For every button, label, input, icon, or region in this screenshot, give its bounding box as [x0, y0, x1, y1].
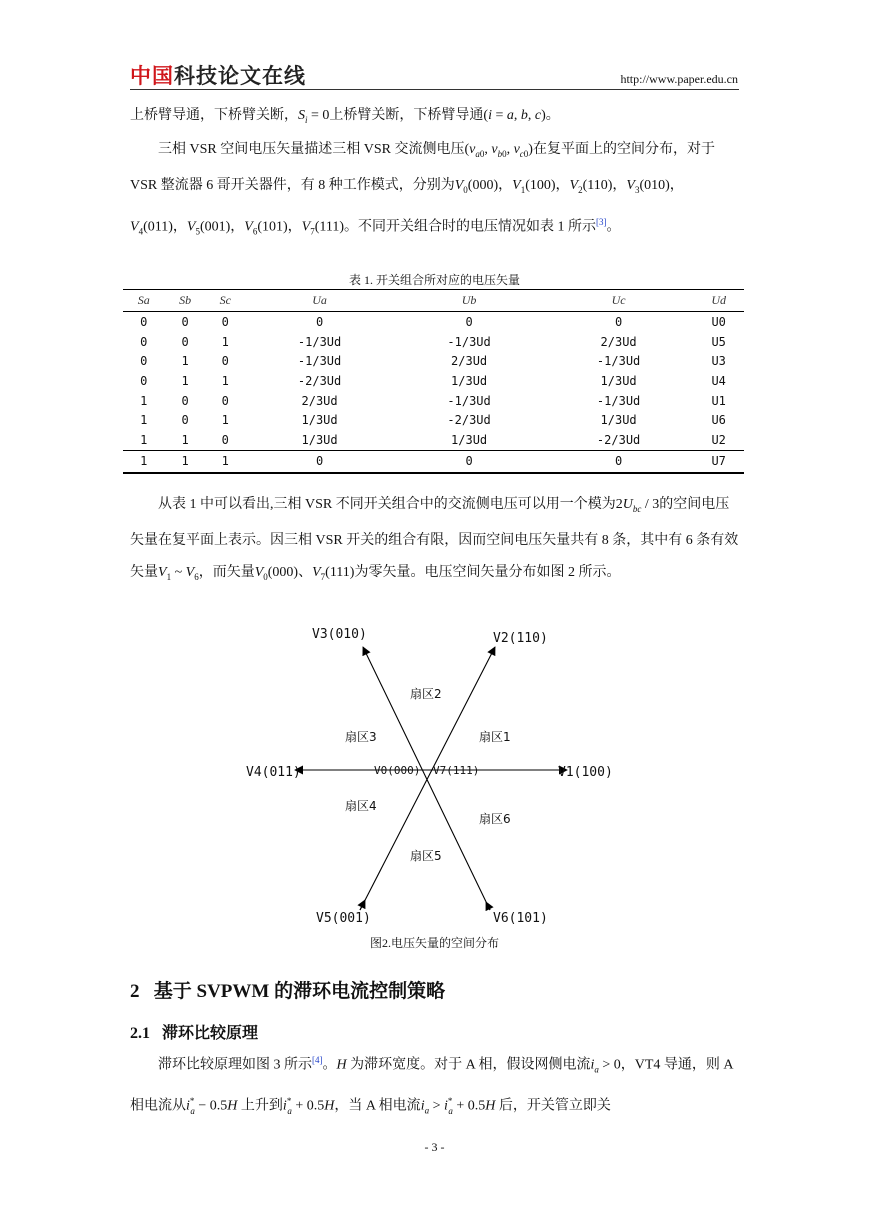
- header-ud: Ud: [693, 290, 744, 312]
- table-caption: 表 1. 开关组合所对应的电压矢量: [348, 273, 520, 287]
- p4-text-1: 滞环比较原理如图 3 所示: [158, 1057, 312, 1073]
- table-cell: 0: [544, 450, 694, 473]
- table-cell: U6: [711, 413, 726, 428]
- table-cell: 1/3Ud: [600, 373, 637, 388]
- p4-text-3: 为滞环宽度。对于 A 相，假设网侧电流: [350, 1057, 591, 1073]
- label-v1: V1(100): [558, 765, 613, 780]
- table-cell: 0: [221, 314, 229, 329]
- table-cell: 1: [221, 334, 229, 349]
- table-cell: 1: [140, 413, 148, 428]
- sector-1-label: 扇区1: [479, 730, 511, 744]
- voltage-vector-diagram: [230, 610, 650, 955]
- table-cell: 0: [394, 450, 544, 473]
- table-cell: 1: [221, 413, 229, 428]
- table-cell: 0: [221, 432, 229, 447]
- table-cell: 0: [181, 334, 189, 349]
- table-row: [123, 430, 744, 450]
- p4-text-6: ，当 A 相电流: [334, 1099, 421, 1115]
- p1-text-1: 上桥臂导通，下桥臂关断，: [130, 108, 298, 123]
- table-cell: 0: [465, 314, 473, 329]
- sector-6-label: 扇区6: [479, 812, 511, 826]
- table-cell: U7: [693, 450, 744, 473]
- table-cell: 0: [181, 413, 189, 428]
- table-cell: U5: [711, 334, 726, 349]
- header-sb: Sb: [164, 290, 205, 312]
- paragraph-2: 三相 VSR 空间电压矢量描述三相 VSR 交流侧电压($v_{a0}$, $v_{b0}$, $v_{c0}$)在复平面上的空间分布，对于 VSR 整流器 6 哥开关器件，有 8 种工作模式，分别为$V_0(000)$，$V_1(100)$，$V_2(110)$，$V_3(010)$，$V_4(011)$，$V_5(001)$，$V_6(101)$，$V_7(111)$。不同开关组合时的电压情况如表 1 所示[3]。: [130, 142, 715, 237]
- header-rule: [130, 89, 739, 90]
- table-cell: 2/3Ud: [600, 334, 637, 349]
- sector-3-label: 扇区3: [345, 730, 377, 744]
- p4-text-7: 后，开关管立即关: [498, 1099, 611, 1115]
- label-v5: V5(001): [316, 911, 371, 926]
- table-row: [123, 391, 744, 411]
- table-cell: U0: [711, 314, 726, 329]
- logo-red-part: 中国: [130, 64, 174, 88]
- voltage-vector-table: [123, 289, 744, 474]
- table-cell: -2/3Ud: [596, 432, 641, 447]
- table-cell: 1/3Ud: [451, 432, 488, 447]
- p4-text-2: 。: [322, 1057, 337, 1073]
- label-v7: V7(111): [433, 764, 480, 777]
- p4-text-4: ，VT4 导通，则 A 相电流从: [130, 1057, 733, 1115]
- table-cell: 0: [315, 314, 324, 329]
- figure-caption: 图2.电压矢量的空间分布: [369, 936, 499, 950]
- label-v0: V0(000): [374, 764, 421, 777]
- table-cell: U2: [711, 432, 726, 447]
- header-ub: Ub: [394, 290, 544, 312]
- table-cell: 0: [181, 393, 189, 408]
- table-cell: -1/3Ud: [447, 334, 491, 349]
- label-v2: V2(110): [493, 631, 548, 646]
- table-row: [123, 450, 744, 473]
- p3-text-4: 、: [298, 564, 313, 580]
- table-cell: 1: [164, 450, 205, 473]
- table-cell: -1/3Ud: [447, 393, 491, 408]
- header-ua: Ua: [245, 290, 395, 312]
- table-cell: 0: [140, 334, 148, 349]
- table-cell: 0: [140, 314, 148, 329]
- p3-text-2: 的空间电压矢量在复平面上表示。因三相 VSR 开关的组合有限，因而空间电压矢量共有 8 条，其中有 6 条有效矢量: [130, 497, 739, 580]
- p4-text-5: 上升到: [240, 1099, 283, 1115]
- table-row: [123, 332, 744, 352]
- p1-text-3: 。: [545, 108, 560, 123]
- p2-text-2: 在复平面上的空间分布，对于 VSR 整流器 6 哥开关器件，有 8 种工作模式，分别为: [130, 142, 715, 193]
- citation-4[interactable]: [4]: [312, 1055, 323, 1065]
- p1-text-2: 上桥臂关断，下桥臂导通: [329, 108, 484, 123]
- table-cell: -2/3Ud: [447, 413, 491, 428]
- table-cell: 0: [221, 393, 229, 408]
- section-title: 基于 SVPWM 的滞环电流控制策略: [153, 981, 446, 1002]
- table-cell: 0: [140, 354, 148, 369]
- table-cell: 0: [181, 314, 189, 329]
- citation-3[interactable]: [3]: [596, 216, 607, 227]
- page-number: - 3 -: [424, 1140, 445, 1154]
- label-v6: V6(101): [493, 911, 548, 926]
- vector-v6-arrow: [486, 902, 490, 910]
- table-cell: 0: [614, 314, 623, 329]
- section-number: 2: [130, 981, 140, 1002]
- table-cell: 2/3Ud: [451, 354, 488, 369]
- header-sa: Sa: [123, 290, 164, 312]
- table-cell: -1/3Ud: [596, 393, 641, 408]
- table-row: [123, 351, 744, 371]
- label-v4: V4(011): [246, 765, 301, 780]
- table-cell: U4: [711, 373, 726, 388]
- site-logo: [130, 60, 306, 90]
- table-cell: U1: [711, 393, 726, 408]
- table-header-row: [123, 290, 744, 312]
- table-cell: 1: [181, 432, 189, 447]
- sector-2-label: 扇区2: [410, 687, 442, 701]
- table-cell: -2/3Ud: [297, 373, 342, 388]
- vector-v5-arrow: [360, 900, 365, 910]
- table-cell: 1: [206, 450, 245, 473]
- subsection-heading: [130, 1020, 258, 1043]
- table-cell: 1: [181, 373, 189, 388]
- subsection-number: 2.1: [130, 1025, 150, 1042]
- table-cell: 1: [181, 354, 189, 369]
- header-uc: Uc: [544, 290, 694, 312]
- table-cell: 1/3Ud: [600, 413, 637, 428]
- section-heading: [130, 976, 445, 1003]
- table-row: [123, 312, 744, 332]
- p3-text-3: ，而矢量: [198, 564, 255, 580]
- table-cell: 0: [140, 373, 148, 388]
- table-cell: 1/3Ud: [451, 373, 488, 388]
- paragraph-1: 上桥臂导通，下桥臂关断，$S_i = 0$上桥臂关断，下桥臂导通(i = a, b, c)。: [130, 108, 560, 125]
- table-cell: 1: [123, 450, 164, 473]
- p2-text-3: 。不同开关组合时的电压情况如表 1 所示: [344, 219, 597, 235]
- table-cell: 1: [221, 373, 229, 388]
- table-cell: 2/3Ud: [301, 393, 338, 408]
- table-cell: U3: [711, 354, 726, 369]
- sector-4-label: 扇区4: [345, 799, 377, 813]
- table-cell: -1/3Ud: [297, 354, 342, 369]
- table-row: [123, 410, 744, 430]
- label-v3: V3(010): [312, 627, 367, 642]
- p3-text-1: 从表 1 中可以看出,三相 VSR 不同开关组合中的交流侧电压可以用一个模为: [158, 497, 616, 512]
- table-cell: 0: [245, 450, 395, 473]
- p2-text-1: 三相 VSR 空间电压矢量描述三相 VSR 交流侧电压: [158, 142, 465, 157]
- sector-5-label: 扇区5: [410, 849, 442, 863]
- header-url[interactable]: http://www.paper.edu.cn: [620, 72, 738, 86]
- table-cell: -1/3Ud: [297, 334, 342, 349]
- table-row: [123, 371, 744, 391]
- table-cell: 1/3Ud: [301, 413, 338, 428]
- table-cell: 1/3Ud: [301, 432, 338, 447]
- p2-text-4: 。: [606, 219, 621, 235]
- p3-text-5: 为零矢量。电压空间矢量分布如图 2 所示。: [354, 564, 621, 580]
- table-cell: -1/3Ud: [596, 354, 641, 369]
- table-cell: 0: [221, 354, 229, 369]
- paragraph-4: 滞环比较原理如图 3 所示[4]。H 为滞环宽度。对于 A 相，假设网侧电流$i_a > 0$，VT4 导通，则 A 相电流从$i^*_a - 0.5H$ 上升到$i^*_a + 0.5H$，当 A 相电流$i_a > i^*_a + 0.5H$ 后，开关管立即关: [130, 1055, 733, 1116]
- paragraph-3: 从表 1 中可以看出,三相 VSR 不同开关组合中的交流侧电压可以用一个模为$2U_{bc} / 3$的空间电压矢量在复平面上表示。因三相 VSR 开关的组合有限，因而空间电压矢量共有 8 条，其中有 6 条有效矢量$V_1$ ~ $V_6$，而矢量$V_0(000)$、$V_7(111)$为零矢量。电压空间矢量分布如图 2 所示。: [130, 497, 739, 582]
- subsection-title: 滞环比较原理: [162, 1025, 259, 1042]
- logo-black-part: 科技论文在线: [174, 64, 306, 88]
- table-cell: 1: [140, 393, 148, 408]
- table-cell: 1: [140, 432, 148, 447]
- header-sc: Sc: [206, 290, 245, 312]
